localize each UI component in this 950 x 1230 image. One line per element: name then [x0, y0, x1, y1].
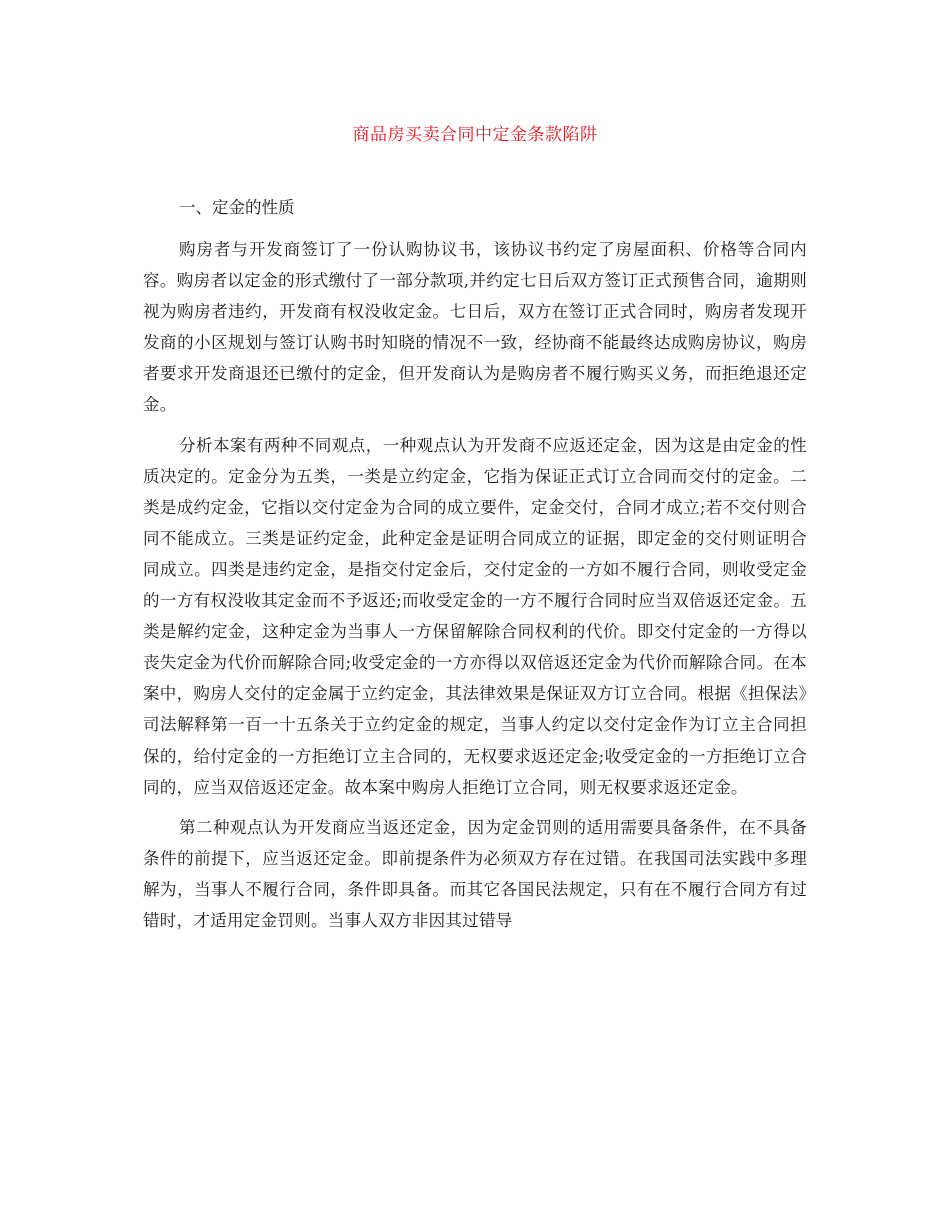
paragraph-2: 分析本案有两种不同观点，一种观点认为开发商不应返还定金，因为这是由定金的性质决定的。定金分为五类，一类是立约定金，它指为保证正式订立合同而交付的定金。二类是成约定金，它指以交付定金为合同的成立要件，定金交付，合同才成立;若不交付则合同不能成立。三类是证约定金，此种定金是证明合同成立的证据，即定金的交付则证明合同成立。四类是违约定金，是指交付定金后，交付定金的一方如不履行合同，则收受定金的一方有权没收其定金而不予返还;而收受定金的一方不履行合同时应当双倍返还定金。五类是解约定金，这种定金为当事人一方保留解除合同权利的代价。即交付定金的一方得以丧失定金为代价而解除合同;收受定金的一方亦得以双倍返还定金为代价而解除合同。在本案中，购房人交付的定金属于立约定金，其法律效果是保证双方订立合同。根据《担保法》司法解释第一百一十五条关于立约定金的规定，当事人约定以交付定金作为订立主合同担保的，给付定金的一方拒绝订立主合同的，无权要求返还定金;收受定金的一方拒绝订立合同的，应当双倍返还定金。故本案中购房人拒绝订立合同，则无权要求返还定金。	[143, 435, 807, 797]
paragraph-1: 购房者与开发商签订了一份认购协议书，该协议书约定了房屋面积、价格等合同内容。购房者以定金的形式缴付了一部分款项,并约定七日后双方签订正式预售合同，逾期则视为购房者违约，开发商有权没收定金。七日后，双方在签订正式合同时，购房者发现开发商的小区规划与签订认购书时知晓的情况不一致，经协商不能最终达成购房协议，购房者要求开发商退还已缴付的定金，但开发商认为是购房者不履行购买义务，而拒绝退还定金。	[143, 240, 807, 415]
section-heading: 一、定金的性质	[179, 198, 295, 217]
document-body	[143, 194, 807, 936]
paragraph-3: 第二种观点认为开发商应当返还定金，因为定金罚则的适用需要具备条件，在不具备条件的前提下，应当返还定金。即前提条件为必须双方存在过错。在我国司法实践中多理解为，当事人不履行合同，条件即具备。而其它各国民法规定，只有在不履行合同方有过错时，才适用定金罚则。当事人双方非因其过错导	[143, 817, 807, 930]
document-title: 商品房买卖合同中定金条款陷阱	[352, 125, 598, 145]
